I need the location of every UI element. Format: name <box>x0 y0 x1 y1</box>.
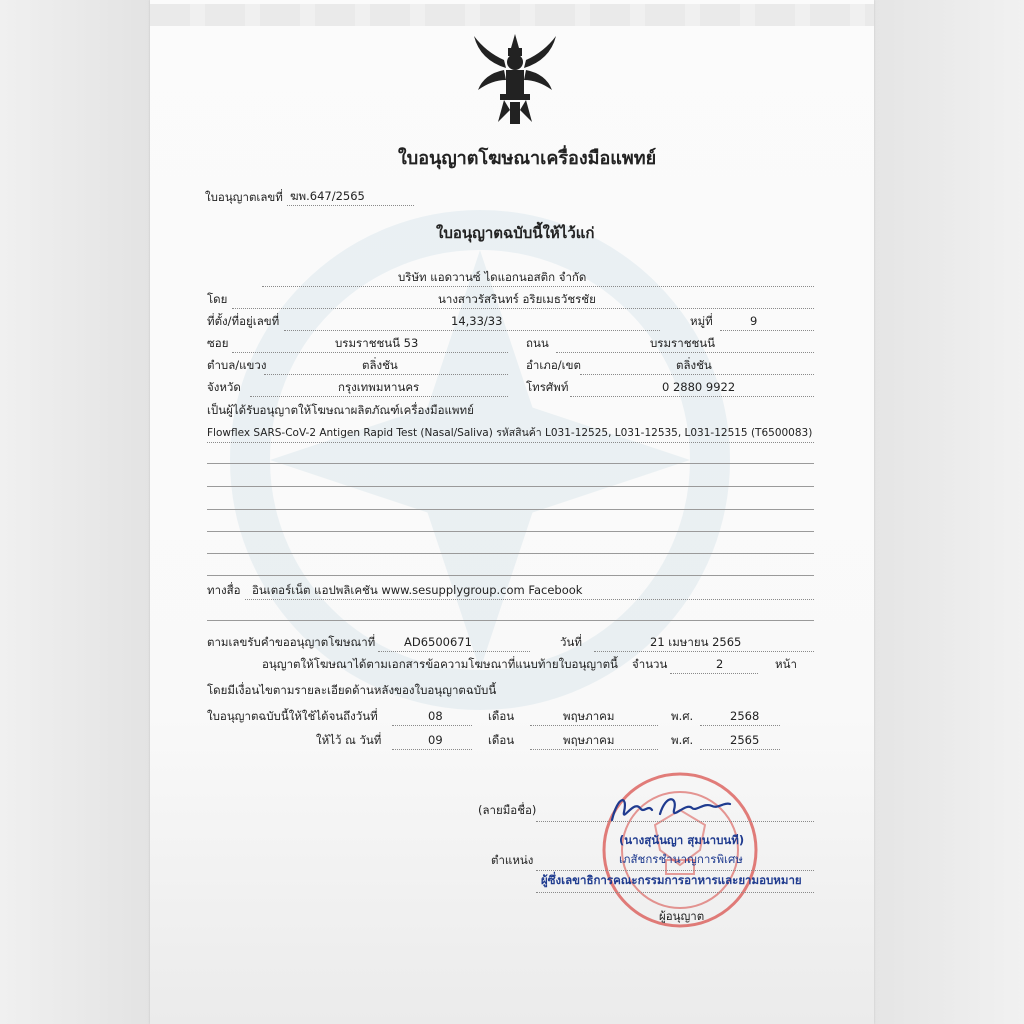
bleed-through <box>150 4 874 26</box>
valid-year-line <box>700 725 780 726</box>
blank-line-5 <box>207 553 814 554</box>
subdistrict-value: ตลิ่งชัน <box>362 358 398 372</box>
blank-line-2 <box>207 486 814 487</box>
road-label: ถนน <box>526 336 549 350</box>
page-count: 2 <box>716 657 724 671</box>
request-date: 21 เมษายน 2565 <box>650 635 742 649</box>
position-line-2 <box>536 892 814 893</box>
signer-title: เภสัชกรชำนาญการพิเศษ <box>619 852 743 866</box>
product-code-label: รหัสสินค้า <box>496 427 542 439</box>
media-value: อินเตอร์เน็ต แอปพลิเคชัน www.sesupplygroup.com Facebook <box>252 583 583 597</box>
valid-day-line <box>392 725 472 726</box>
moo-value: 9 <box>750 314 758 328</box>
blank-line-3 <box>207 509 814 510</box>
position-line <box>536 870 814 871</box>
signer-name: (นางสุนันญา สุมนาบนที) <box>619 833 745 847</box>
garuda-emblem-icon <box>470 30 560 130</box>
soi-label: ซอย <box>207 336 229 350</box>
signature-scribble <box>600 790 740 830</box>
issued-day: 09 <box>428 733 443 747</box>
pages-unit: หน้า <box>775 657 797 671</box>
phone-label: โทรศัพท์ <box>526 380 569 394</box>
company-line <box>262 286 814 287</box>
product-line-underline <box>207 442 814 443</box>
moo-line <box>720 330 814 331</box>
soi-value: บรมราชชนนี 53 <box>335 336 419 350</box>
position-value: ผู้ซึ่งเลขาธิการคณะกรรมการอาหารและยามอบหมาย <box>541 873 802 887</box>
grant-text: เป็นผู้ได้รับอนุญาตให้โฆษณาผลิตภัณฑ์เครื่องมือแพทย์ <box>207 403 474 417</box>
request-date-label: วันที่ <box>560 635 582 649</box>
by-line <box>232 308 814 309</box>
issued-month: พฤษภาคม <box>563 733 615 747</box>
subdistrict-label: ตำบล/แขวง <box>207 358 267 372</box>
valid-day: 08 <box>428 709 443 723</box>
road-line <box>556 352 814 353</box>
province-line <box>250 396 508 397</box>
blank-line-1 <box>207 463 814 464</box>
background-left <box>0 0 150 1024</box>
province-value: กรุงเทพมหานคร <box>338 380 420 394</box>
document-title: ใบอนุญาตโฆษณาเครื่องมือแพทย์ <box>398 148 657 169</box>
issued-month-label: เดือน <box>488 733 515 747</box>
subdistrict-line <box>264 374 508 375</box>
issued-day-line <box>392 749 472 750</box>
attachment-text: อนุญาตให้โฆษณาได้ตามเอกสารข้อความโฆษณาที่แนบท้ายใบอนุญาตนี้ <box>262 657 618 671</box>
license-number-line <box>287 205 414 206</box>
request-number: AD6500671 <box>404 635 472 649</box>
address-number-line <box>284 330 660 331</box>
moo-label: หมู่ที่ <box>690 314 713 328</box>
subtitle: ใบอนุญาตฉบับนี้ให้ไว้แก่ <box>436 224 595 242</box>
amount-label: จำนวน <box>632 657 668 671</box>
district-label: อำเภอ/เขต <box>526 358 581 372</box>
valid-month: พฤษภาคม <box>563 709 615 723</box>
valid-until-label: ใบอนุญาตฉบับนี้ให้ใช้ได้จนถึงวันที่ <box>207 709 378 723</box>
page-count-line <box>670 673 758 674</box>
soi-line <box>232 352 508 353</box>
request-number-line <box>378 651 530 652</box>
license-number: ฆพ.647/2565 <box>290 189 365 203</box>
request-date-line <box>594 651 814 652</box>
product-name: Flowflex SARS-CoV-2 Antigen Rapid Test (Nasal/Saliva) <box>207 427 493 439</box>
media-label: ทางสื่อ <box>207 583 241 597</box>
address-number-label: ที่ตั้ง/ที่อยู่เลขที่ <box>207 314 280 328</box>
product-codes: L031-12525, L031-12535, L031-12515 (T6500083) <box>545 427 813 439</box>
signature-line <box>536 821 814 822</box>
signature-label: (ลายมือชื่อ) <box>478 803 537 817</box>
license-number-label: ใบอนุญาตเลขที่ <box>205 190 283 204</box>
phone-value: 0 2880 9922 <box>662 380 736 394</box>
by-value: นางสาวรัสรินทร์ อริยเมธวัชรชัย <box>438 292 596 306</box>
background-right <box>874 0 1024 1024</box>
position-label: ตำแหน่ง <box>491 853 534 867</box>
issued-month-line <box>530 749 658 750</box>
media-line <box>245 599 814 600</box>
address-number: 14,33/33 <box>451 314 503 328</box>
issued-year-label: พ.ศ. <box>671 733 694 747</box>
blank-line-6 <box>207 575 814 576</box>
district-line <box>580 374 814 375</box>
blank-line-4 <box>207 531 814 532</box>
issued-label: ให้ไว้ ณ วันที่ <box>316 733 382 747</box>
product-line <box>207 426 812 440</box>
request-label: ตามเลขรับคำขออนุญาตโฆษณาที่ <box>207 635 376 649</box>
condition-text: โดยมีเงื่อนไขตามรายละเอียดด้านหลังของใบอนุญาตฉบับนี้ <box>207 683 497 697</box>
issued-year-line <box>700 749 780 750</box>
licensor-label: ผู้อนุญาต <box>659 909 705 923</box>
province-label: จังหวัด <box>207 380 241 394</box>
valid-month-line <box>530 725 658 726</box>
valid-month-label: เดือน <box>488 709 515 723</box>
valid-year: 2568 <box>730 709 760 723</box>
media-blank-line <box>207 620 814 621</box>
phone-line <box>570 396 814 397</box>
by-label: โดย <box>207 292 228 306</box>
road-value: บรมราชชนนี <box>650 336 716 350</box>
valid-year-label: พ.ศ. <box>671 709 694 723</box>
company-name: บริษัท แอดวานซ์ ไดแอกนอสติก จำกัด <box>398 270 587 284</box>
district-value: ตลิ่งชัน <box>676 358 712 372</box>
issued-year: 2565 <box>730 733 760 747</box>
